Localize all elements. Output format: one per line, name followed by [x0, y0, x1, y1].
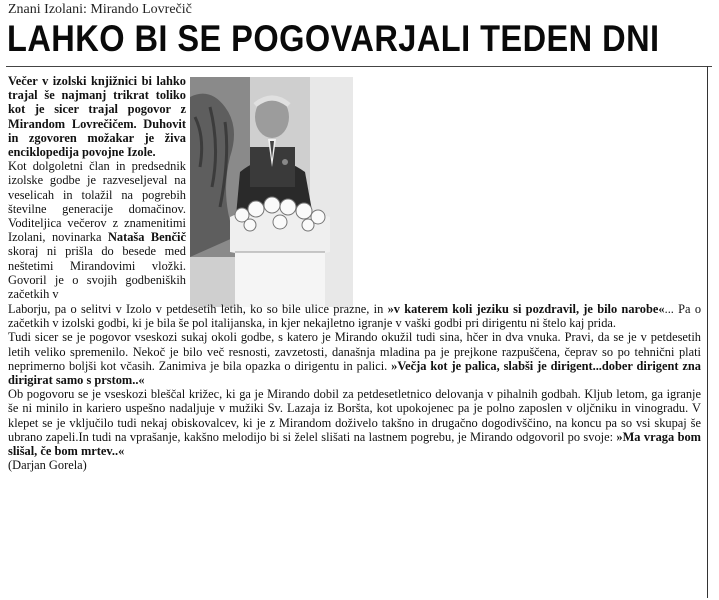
paragraph-text: ... Pa o začetkih v izolski godbi, ki je bila še pol italijanska, in kjer nekajletno igranje v vaški godbi pri dirigentu ni štelo kaj prida.: [8, 302, 702, 331]
article-kicker: Znani Izolani: Mirando Lovrečič: [8, 2, 192, 17]
column-rule: [707, 66, 708, 598]
quote: »Večja kot je palica, slabši je dirigent...dober dirigent zna dirigirat samo s prstom..«: [8, 358, 701, 388]
article-signature: (Darjan Gorela): [8, 458, 87, 473]
article-photo: [190, 77, 353, 307]
paragraph-text: Tudi sicer se je pogovor vseskozi sukaj okoli godbe, s katero je Mirando okužil tudi sina, hčer in dva vnuka. Pravi, da se je v petdesetih letih veliko spremenilo. Nekoč je bilo več resnosti, zavzetosti, današnja mladina pa je prejkone razpuščena, čeprav so po tehnični plati neprimerno boljši kot včasih. Zanimiva je bila opazka o dirigentu in palici.: [8, 330, 701, 373]
article-paragraph: [8, 387, 701, 458]
quote: »v katerem koli jeziku si pozdravil, je bilo narobe«: [387, 302, 665, 316]
photo-illustration: [190, 77, 353, 307]
article-column-1: [8, 74, 186, 301]
host-name: Nataša Benčič: [107, 230, 186, 245]
article-headline: LAHKO BI SE POGOVARJALI TEDEN DNI: [7, 18, 660, 59]
article-paragraph: [8, 159, 186, 301]
quote: »Ma vraga bom slišal, če bom mrtev..«: [8, 429, 701, 459]
article-lead: Večer v izolski knjižnici bi lahko trajal še najmanj trikrat toliko kot je sicer trajal pogovor z Mirandom Lovrečičem. Duhovit in zgovoren možakar je živa enciklopedija povojne Izole.: [8, 74, 186, 160]
article-body: [8, 302, 701, 472]
headline-rule: [6, 66, 712, 67]
paragraph-text: skoraj ni prišla do besede med neštetimi Mirandovimi vložki. Govoril je o svojih godbeniških začetkih v: [8, 244, 186, 302]
paragraph-text: Kot dolgoletni član in predsednik izolske godbe je razveseljeval na veselicah in tolažil na pogrebih številne generacije domačinov. Voditeljica večerov z znamenitimi Izolani, novinarka: [8, 159, 186, 245]
paragraph-text: Ob pogovoru se je vseskozi bleščal križec, ki ga je Mirando dobil za petdesetletnico delovanja v pihalnih godbah. Kljub letom, ga igranje še ni minilo in kariero uspešno nadaljuje v mužiki Sv. Lazaja iz Boršta, kot upokojenec pa je polno zaposlen v oljčniku in vinogradu. V klepet se je vključilo tudi nekaj obiskovalcev, ki je z Mirandom doživelo takšno in drugačno dogodivščino, na koncu pa so vsi skupaj še ubrano zapeli.In tudi na vprašanje, kakšno melodijo bi si želel slišati na lastnem pogrebu, je Mirando odgovoril po svoje:: [8, 387, 701, 444]
article-paragraph: [8, 302, 701, 330]
article-paragraph: [8, 330, 701, 387]
paragraph-text: Laborju, pa o selitvi v Izolo v petdesetih letih, ko so bile ulice prazne, in: [8, 302, 384, 316]
